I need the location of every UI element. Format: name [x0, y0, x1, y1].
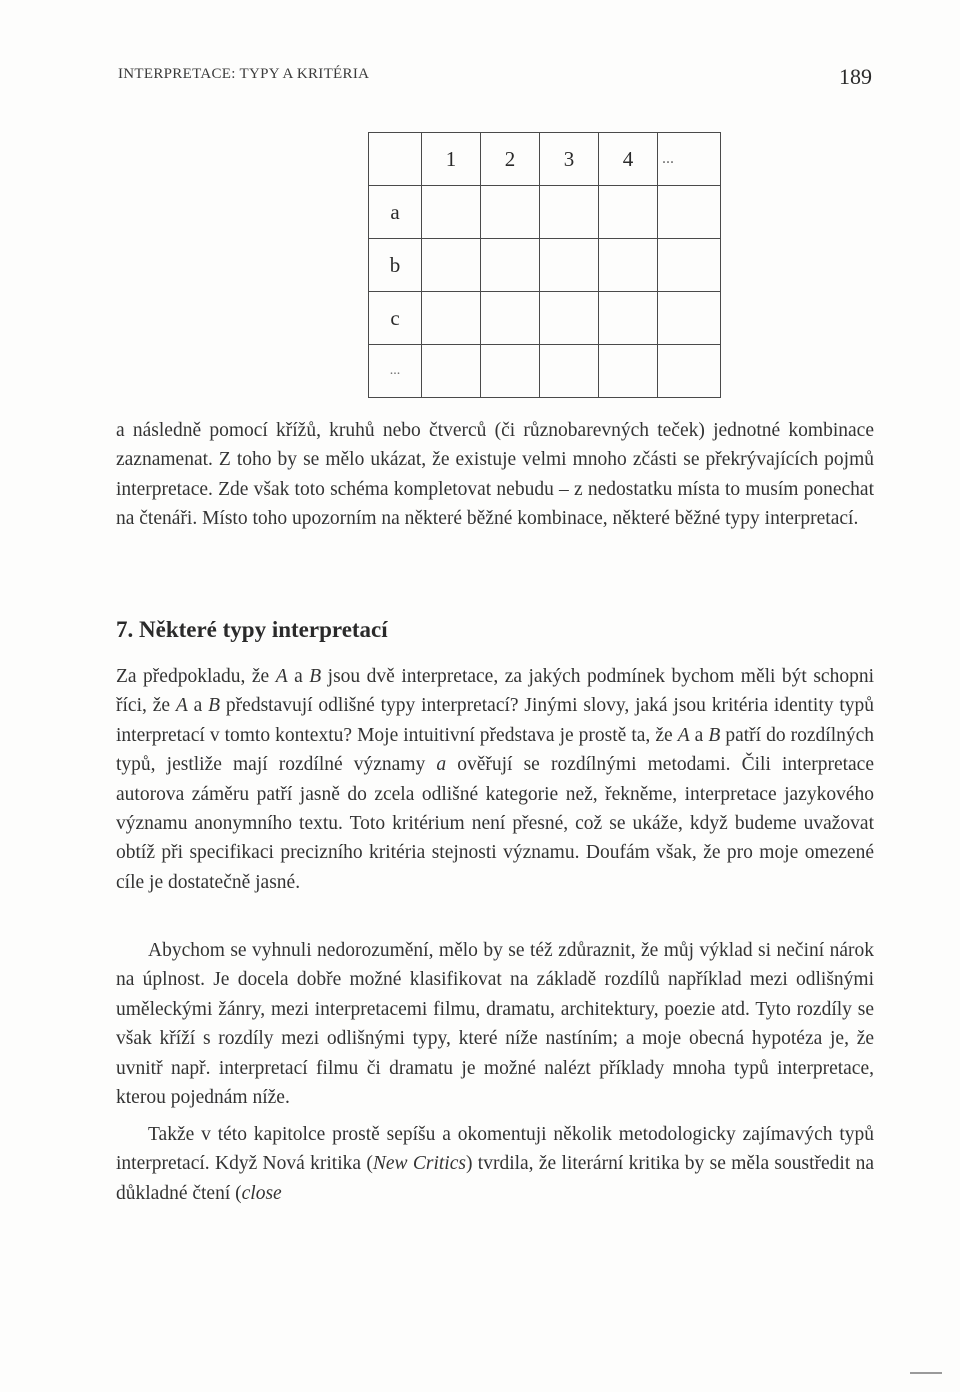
grid-cell — [540, 345, 599, 398]
grid-header-row — [369, 133, 721, 186]
paragraph-2-text — [116, 662, 874, 897]
grid-cell — [658, 239, 721, 292]
grid-cell — [540, 186, 599, 239]
paragraph-3 — [116, 936, 874, 1112]
grid-cell — [422, 239, 481, 292]
text-run: a — [187, 695, 209, 717]
text-run: patří do rozdílných typů, jestliže mají rozdílné významy — [116, 724, 875, 776]
grid-cell — [599, 186, 658, 239]
text-run: ověřují se rozdílnými metodami. Čili interpretace autorova záměru patří jasně do zcela odlišné kategorie než, řekněme, interpretace jazykového významu anonymního textu. Toto kritérium není přesné, což se ukáže, když budeme uvažovat obtíž při specifikaci precizního kritéria stejnosti významu. Doufám však, že pro moje omezené cíle je dostatečně jasné. — [116, 754, 874, 893]
grid-column-header: 1 — [422, 133, 481, 186]
grid-row-header: c — [369, 292, 422, 345]
italic-variable: B — [208, 695, 221, 717]
grid-cell — [481, 292, 540, 345]
grid-column-header: 4 — [599, 133, 658, 186]
grid-row-header: ... — [369, 345, 422, 398]
italic-variable: A — [175, 695, 188, 717]
grid-cell — [422, 292, 481, 345]
italic-variable: A — [275, 666, 288, 687]
grid-cell — [481, 345, 540, 398]
grid-column-header: ... — [658, 133, 721, 186]
paragraph-1-text: a následně pomocí křížů, kruhů nebo čtverců (či různobarevných teček) jednotné kombinace zaznamenat. Z toho by se mělo ukázat, že existuje velmi mnoho zčásti se překrývajících pojmů interpretace. Zde však toto schéma kompletovat nebudu – z nedostatku místa to musím ponechat na čtenáři. Místo toho upozorním na některé běžné kombinace, některé běžné typy interpretací. — [116, 420, 874, 530]
grid-cell — [422, 186, 481, 239]
grid-cell — [481, 186, 540, 239]
scan-edge-mark — [910, 1372, 942, 1374]
grid-cell — [422, 345, 481, 398]
grid-cell — [658, 345, 721, 398]
grid-row — [369, 186, 721, 239]
text-run: Takže v této kapitolce prostě sepíšu a okomentuji několik metodologicky zajímavých typů interpretací. Když Nová kritika ( — [116, 1124, 874, 1175]
paragraph-3-text: Abychom se vyhnuli nedorozumění, mělo by se též zdůraznit, že můj výklad si nečiní nárok na úplnost. Je docela dobře možné klasifikovat na základě rozdílů například mezi odlišnými uměleckými žánry, mezi interpretacemi filmu, dramatu, architektury, poezie atd. Tyto rozdíly se však kříží s rozdíly mezi odlišnými typy, které níže nastíním; a moje obecná hypotéza je, že uvnitř např. interpretací filmu či dramatu je možné nalézt příklady mnoha typů interpretace, kterou pojednám níže. — [116, 940, 874, 1109]
grid-cell — [599, 345, 658, 398]
grid-row-header: b — [369, 239, 422, 292]
text-run: Za předpokladu, že — [116, 666, 276, 687]
paragraph-4-text — [116, 1120, 874, 1208]
grid-cell — [540, 292, 599, 345]
page-number: 189 — [839, 64, 872, 89]
paragraph-1 — [116, 416, 874, 534]
section-heading: 7. Některé typy interpretací — [116, 617, 388, 642]
grid-cell — [599, 239, 658, 292]
text-run: ) tvrdila, že literární kritika by se měla soustředit na důkladné čtení ( — [116, 1153, 875, 1204]
grid-column-header: 3 — [540, 133, 599, 186]
italic-variable: B — [708, 724, 721, 746]
grid-cell — [540, 239, 599, 292]
text-run: představují odlišné typy interpretací? Jinými slovy, jaká jsou kritéria identity typů interpretací v tomto kontextu? Moje intuitivní představa je prostě ta, že — [116, 695, 875, 746]
grid-cell — [599, 292, 658, 345]
italic-word: a — [436, 754, 447, 776]
grid-row — [369, 345, 721, 398]
grid-row-header: a — [369, 186, 422, 239]
grid-cell — [658, 186, 721, 239]
grid-row — [369, 292, 721, 345]
grid-corner-cell — [369, 133, 422, 186]
combination-grid — [368, 132, 721, 398]
italic-variable: B — [309, 666, 322, 687]
paragraph-2 — [116, 662, 874, 897]
italic-term: close — [241, 1182, 282, 1204]
italic-term: New Critics — [372, 1153, 466, 1175]
paragraph-4 — [116, 1120, 874, 1208]
grid-row — [369, 239, 721, 292]
grid-cell — [481, 239, 540, 292]
grid-cell — [658, 292, 721, 345]
italic-variable: A — [677, 724, 690, 746]
text-run: a — [689, 724, 709, 746]
text-run: a — [287, 666, 310, 687]
text-run: jsou dvě interpretace, za jakých podmínek bychom měli být schopni říci, že — [116, 666, 874, 717]
running-head: INTERPRETACE: TYPY A KRITÉRIA — [118, 66, 370, 82]
grid-column-header: 2 — [481, 133, 540, 186]
